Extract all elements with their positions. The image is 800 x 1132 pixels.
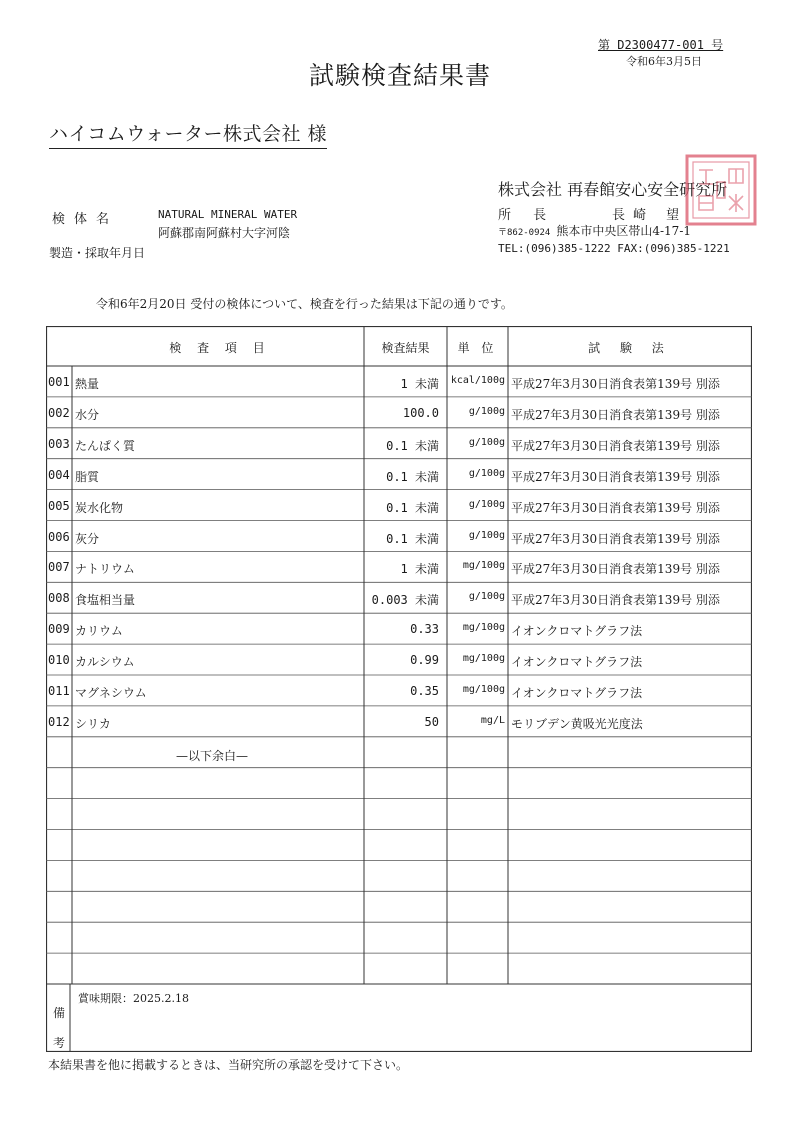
cell-item: 灰分: [75, 531, 100, 546]
cell-no: 011: [48, 684, 70, 698]
cell-item: たんぱく質: [75, 438, 136, 453]
cell-method: 平成27年3月30日消食表第139号 別添: [511, 500, 720, 515]
sample-source: 阿蘇郡南阿蘇村大字河陰: [158, 226, 291, 240]
cell-unit: g/100g: [468, 498, 505, 510]
cell-unit: mg/100g: [462, 560, 505, 572]
issuer-person: 長崎 望: [612, 208, 688, 223]
header-result: 検査結果: [381, 341, 430, 355]
cell-item: 熱量: [75, 377, 100, 391]
issuer-name: 株式会社 再春館安心安全研究所: [498, 180, 728, 199]
cell-no: 008: [48, 591, 70, 606]
manufacture-date-label: 製造・採取年月日: [49, 246, 146, 260]
header-unit: 単 位: [457, 341, 498, 355]
remarks-label: [52, 998, 68, 1058]
cell-result: 0.1 未満: [386, 469, 439, 484]
results-table: [46, 326, 752, 1052]
header-item: 検 査 項 目: [169, 341, 271, 355]
cell-method: 平成27年3月30日消食表第139号 別添: [511, 438, 720, 453]
cell-result: 1 未満: [400, 562, 439, 577]
official-seal-icon: [683, 152, 759, 228]
cell-unit: kcal/100g: [450, 375, 505, 386]
cell-result: 0.1 未満: [386, 438, 439, 453]
issuer-title: 所 長: [498, 208, 556, 223]
cell-item: 水分: [75, 407, 100, 422]
cell-unit: mg/100g: [462, 684, 505, 695]
cell-method: 平成27年3月30日消食表第139号 別添: [511, 531, 720, 546]
cell-no: 004: [48, 467, 70, 482]
cell-no: 009: [48, 622, 70, 637]
cell-item: 炭水化物: [75, 500, 124, 515]
cell-result: 1 未満: [400, 377, 439, 391]
remarks-label-text: 備考: [52, 1006, 65, 1050]
end-marker: —以下余白—: [176, 749, 249, 763]
cell-unit: g/100g: [468, 405, 505, 417]
cell-unit: g/100g: [468, 529, 505, 541]
cell-method: 平成27年3月30日消食表第139号 別添: [511, 593, 720, 608]
cell-method: モリブデン黄吸光光度法: [511, 716, 643, 731]
cell-result: 0.35: [410, 684, 439, 698]
cell-method: イオンクロマトグラフ法: [511, 655, 643, 670]
issue-date: 令和6年3月5日: [626, 55, 702, 68]
cell-method: 平成27年3月30日消食表第139号 別添: [511, 377, 720, 391]
cell-no: 006: [48, 529, 70, 544]
cell-method: イオンクロマトグラフ法: [511, 624, 643, 639]
header-method: 試 験 法: [588, 341, 672, 355]
cell-item: カルシウム: [75, 655, 135, 670]
cell-unit: g/100g: [468, 591, 505, 603]
cell-result: 0.003 未満: [371, 593, 439, 608]
remarks-text: 賞味期限：2025.2.18: [78, 992, 189, 1005]
cell-unit: g/100g: [468, 436, 505, 448]
cell-item: カリウム: [75, 624, 123, 639]
sample-label: 検体名: [52, 212, 119, 227]
cell-method: 平成27年3月30日消食表第139号 別添: [511, 562, 720, 577]
cell-no: 002: [48, 405, 70, 420]
cell-result: 100.0: [402, 405, 439, 420]
cell-item: マグネシウム: [75, 686, 147, 700]
intro-text: 令和6年2月20日 受付の検体について、検査を行った結果は下記の通りです。: [96, 297, 513, 311]
cell-item: 食塩相当量: [75, 593, 136, 608]
cell-no: 001: [48, 375, 70, 389]
issuer-postal-code: 〒862-0924: [498, 228, 551, 238]
cell-no: 012: [48, 714, 70, 729]
cell-result: 0.1 未満: [386, 531, 439, 546]
cell-unit: mg/100g: [462, 653, 505, 665]
cell-result: 0.99: [410, 653, 439, 668]
cell-unit: g/100g: [468, 467, 505, 479]
cell-item: シリカ: [75, 716, 111, 731]
issuer-address-line: [498, 222, 691, 239]
cell-unit: mg/L: [480, 714, 505, 726]
document-number: 第 D2300477-001 号: [598, 38, 724, 52]
issuer-phone: TEL:(096)385-1222 FAX:(096)385-1221: [498, 242, 730, 255]
cell-method: 平成27年3月30日消食表第139号 別添: [511, 407, 720, 422]
cell-no: 003: [48, 436, 70, 451]
recipient-name: ハイコムウォーター株式会社 様: [49, 119, 327, 149]
footer-note: 本結果書を他に掲載するときは、当研究所の承認を受けて下さい。: [48, 1058, 409, 1072]
issuer-address: 熊本市中央区帯山4-17-1: [556, 224, 692, 238]
sample-name: NATURAL MINERAL WATER: [158, 208, 298, 221]
cell-unit: mg/100g: [462, 622, 505, 634]
cell-no: 010: [48, 653, 70, 668]
page-title: 試験検査結果書: [308, 61, 491, 90]
cell-result: 0.1 未満: [386, 500, 439, 515]
cell-method: イオンクロマトグラフ法: [511, 686, 643, 700]
cell-item: 脂質: [75, 469, 100, 484]
cell-no: 007: [48, 560, 70, 575]
cell-method: 平成27年3月30日消食表第139号 別添: [511, 469, 720, 484]
cell-no: 005: [48, 498, 70, 513]
cell-item: ナトリウム: [75, 562, 135, 577]
cell-result: 50: [424, 714, 439, 729]
cell-result: 0.33: [410, 622, 439, 637]
